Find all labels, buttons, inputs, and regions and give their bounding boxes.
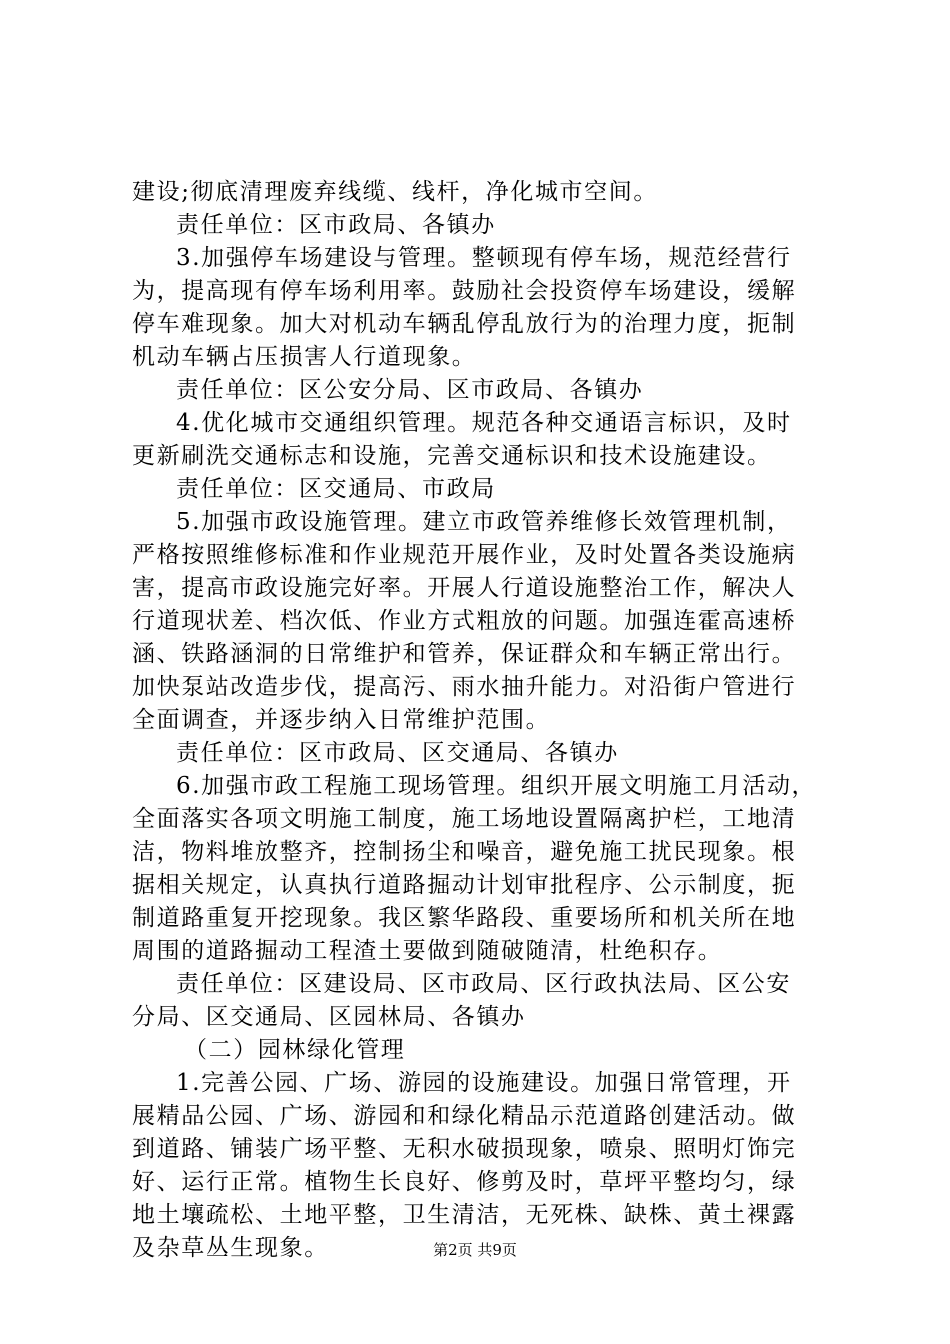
text-line: 严格按照维修标准和作业规范开展作业，及时处置各类设施病 bbox=[132, 542, 797, 568]
text-line: 好、运行正常。植物生长良好、修剪及时，草坪平整均匀，绿 bbox=[132, 1169, 797, 1195]
text-line: 展精品公园、广场、游园和和绿化精品示范道路创建活动。做 bbox=[132, 1103, 797, 1129]
section-heading: （二）园林绿化管理 bbox=[184, 1037, 406, 1063]
responsibility-line: 责任单位：区建设局、区市政局、区行政执法局、区公安 bbox=[176, 971, 791, 997]
responsibility-line: 责任单位：区市政局、区交通局、各镇办 bbox=[176, 740, 619, 766]
text-line: 更新刷洗交通标志和设施，完善交通标识和技术设施建设。 bbox=[132, 443, 772, 469]
text-line: 及杂草丛生现象。 bbox=[132, 1235, 329, 1261]
text-line: 害，提高市政设施完好率。开展人行道设施整治工作，解决人 bbox=[132, 575, 797, 601]
text-line: 制道路重复开挖现象。我区繁华路段、重要场所和机关所在地 bbox=[132, 905, 797, 931]
text-line: 全面落实各项文明施工制度，施工场地设置隔离护栏，工地清 bbox=[132, 806, 797, 832]
text-line: 周围的道路掘动工程渣土要做到随破随清，杜绝积存。 bbox=[132, 938, 723, 964]
text-line: 4.优化城市交通组织管理。规范各种交通语言标识，及时 bbox=[176, 410, 792, 436]
responsibility-line: 责任单位：区市政局、各镇办 bbox=[176, 212, 496, 238]
text-line: 停车难现象。加大对机动车辆乱停乱放行为的治理力度，扼制 bbox=[132, 311, 797, 337]
text-line: 为，提高现有停车场利用率。鼓励社会投资停车场建设，缓解 bbox=[132, 278, 797, 304]
text-line: 行道现状差、档次低、作业方式粗放的问题。加强连霍高速桥 bbox=[132, 608, 797, 634]
responsibility-line: 责任单位：区公安分局、区市政局、各镇办 bbox=[176, 377, 644, 403]
text-line: 5.加强市政设施管理。建立市政管养维修长效管理机制， bbox=[176, 509, 792, 535]
text-line: 3.加强停车场建设与管理。整顿现有停车场，规范经营行 bbox=[176, 245, 792, 271]
text-line: 涵、铁路涵洞的日常维护和管养，保证群众和车辆正常出行。 bbox=[132, 641, 797, 667]
page-number-footer: 第2页 共9页 bbox=[433, 1241, 517, 1259]
text-line: 加快泵站改造步伐，提高污、雨水抽升能力。对沿街户管进行 bbox=[132, 674, 797, 700]
responsibility-line: 责任单位：区交通局、市政局 bbox=[176, 476, 496, 502]
text-line: 到道路、铺装广场平整、无积水破损现象，喷泉、照明灯饰完 bbox=[132, 1136, 797, 1162]
text-line: 1.完善公园、广场、游园的设施建设。加强日常管理，开 bbox=[176, 1070, 792, 1096]
document-body bbox=[132, 176, 832, 1265]
text-line: 机动车辆占压损害人行道现象。 bbox=[132, 344, 477, 370]
text-line: 6.加强市政工程施工现场管理。组织开展文明施工月活动， bbox=[176, 773, 817, 799]
text-line: 全面调查，并逐步纳入日常维护范围。 bbox=[132, 707, 551, 733]
text-line: 地土壤疏松、土地平整，卫生清洁，无死株、缺株、黄土裸露 bbox=[132, 1202, 797, 1228]
text-line: 据相关规定，认真执行道路掘动计划审批程序、公示制度，扼 bbox=[132, 872, 797, 898]
text-line: 洁，物料堆放整齐，控制扬尘和噪音，避免施工扰民现象。根 bbox=[132, 839, 797, 865]
text-line: 分局、区交通局、区园林局、各镇办 bbox=[132, 1004, 526, 1030]
text-line: 建设;彻底清理废弃线缆、线杆，净化城市空间。 bbox=[132, 179, 658, 205]
